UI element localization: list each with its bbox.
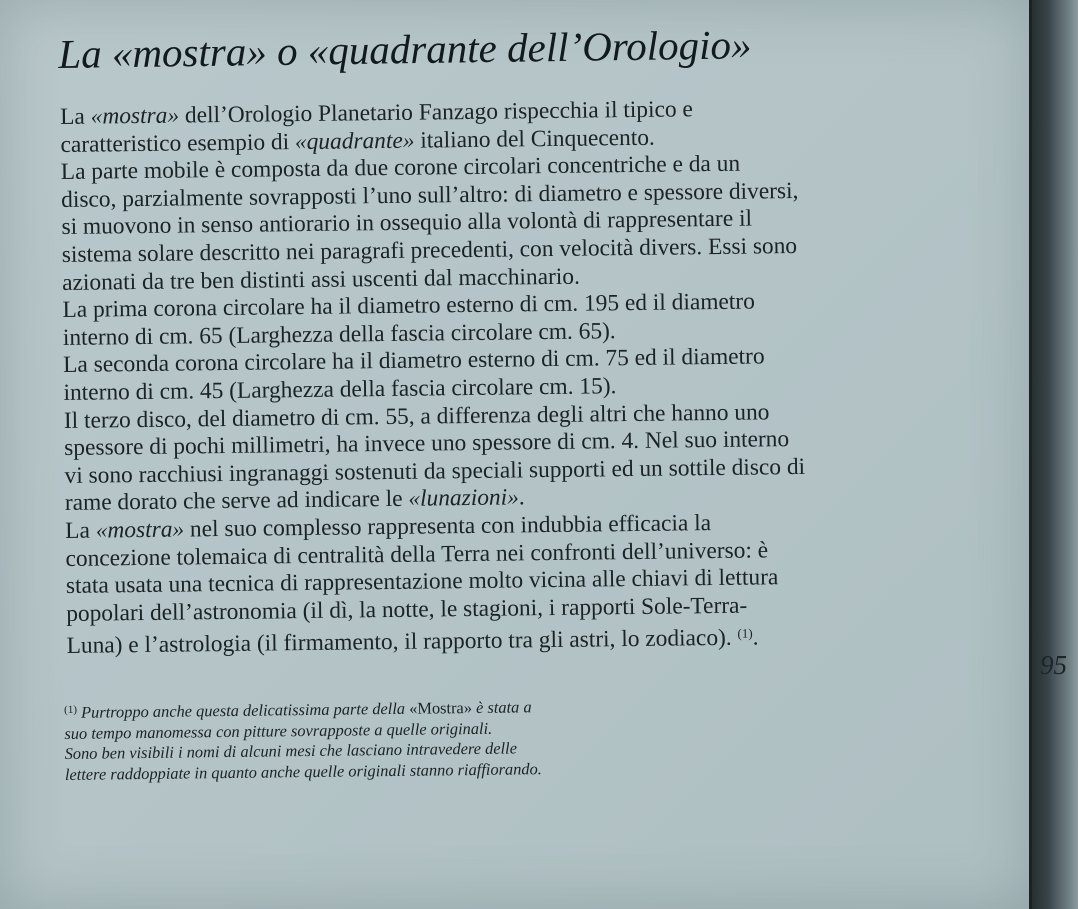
lunazioni-term: «lunazioni» (408, 484, 520, 513)
page-number: 95 (1040, 650, 1067, 680)
paragraph-line: concezione tolemaica di centralità della Terra nei confronti dell’universo: è (65, 536, 769, 572)
footnote-line: Sono ben visibili i nomi di alcuni mesi che lasciano intravedere delle (64, 738, 518, 764)
paragraph-line: Luna) e l’astrologia (il firmamento, il rapporto tra gli astri, lo zodiaco). $^{(1)}$. (66, 624, 759, 660)
paragraph-line: disco, parzialmente sovrapposti l’uno sull’altro: di diametro e spessore diversi, (61, 177, 799, 213)
paragraph-line: La prima corona circolare ha il diametro esterno di cm. 195 ed il diametro (62, 288, 755, 324)
paragraph-line: vi sono racchiusi ingranaggi sostenuti da speciali supporti ed un sottile disco di (64, 453, 806, 489)
paragraph-line: La parte mobile è composta da due corone circolari concentriche e da un (60, 150, 741, 186)
mostra-term: «mostra» (95, 516, 185, 544)
body-text (60, 93, 1007, 661)
paragraph-line: azionati da tre ben distinti assi uscenti dal macchinario. (62, 263, 580, 296)
footnote-line: suo tempo manomessa con pitture sovrapposte a quelle originali. (64, 718, 493, 743)
footnote-marker: (1) (64, 703, 78, 716)
paragraph-line: popolari dell’astronomia (il dì, la notte, le stagioni, i rapporti Sole-Terra- (66, 592, 748, 627)
mostra-term: «mostra» (90, 102, 180, 130)
paragraph-line: La seconda corona circolare ha il diametro esterno di cm. 75 ed il diametro (63, 343, 765, 379)
paragraph-line: caratteristico esempio di «quadrante» italiano del Cinquecento. (60, 124, 655, 158)
footnote-reference: (1) (737, 625, 753, 642)
footnote-line: lettere raddoppiate in quanto anche quelle originali stanno riaffiorando. (64, 758, 542, 784)
book-gutter (1032, 0, 1078, 909)
footnote (64, 691, 765, 785)
paragraph-line: interno di cm. 65 (Larghezza della fascia circolare cm. 65). (62, 317, 616, 351)
paragraph-line: si muovono in senso antiorario in ossequio alla volontà di rappresentare il (61, 205, 753, 241)
paragraph-line: interno di cm. 45 (Larghezza della fascia circolare cm. 15). (63, 373, 617, 406)
paragraph-line: rame dorato che serve ad indicare le «lunazioni». (64, 484, 525, 517)
mostra-term: «Mostra» (409, 698, 473, 718)
quadrante-term: «quadrante» (294, 127, 415, 155)
footnote-line: $^{(1)}$ Purtroppo anche questa delicatissima parte della «Mostra» è stata a (64, 697, 532, 722)
paragraph-line: spessore di pochi millimetri, ha invece uno spessore di cm. 4. Nel suo interno (64, 426, 790, 462)
paragraph-line: Il terzo disco, del diametro di cm. 55, a differenza degli altri che hanno uno (63, 398, 770, 434)
page-title: La «mostra» o «quadrante dell’Orologio» (58, 21, 752, 77)
paragraph-line: stata usata una tecnica di rappresentazione molto vicina alle chiavi di lettura (65, 564, 779, 600)
paragraph-line: La «mostra» dell’Orologio Planetario Fanzago rispecchia il tipico e (60, 96, 693, 130)
paragraph-line: La «mostra» nel suo complesso rappresenta con indubbia efficacia la (65, 509, 712, 544)
paragraph-line: sistema solare descritto nei paragrafi precedenti, con velocità divers. Essi sono (61, 232, 798, 268)
